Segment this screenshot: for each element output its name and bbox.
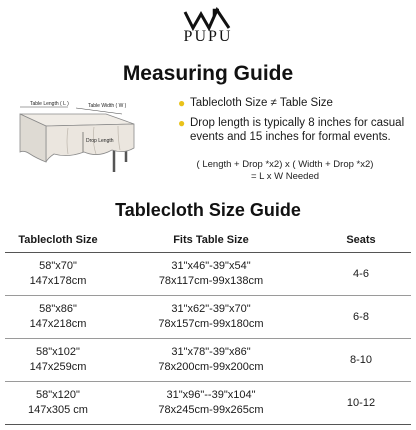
table-row: [5, 253, 411, 296]
brand-name: PUPU: [183, 28, 233, 45]
seats-cell: 10-12: [346, 396, 376, 409]
tablecloth-size-cm: 147x178cm: [29, 275, 87, 287]
header-seats: Seats: [346, 234, 376, 246]
seats-cell: 8-10: [349, 353, 373, 366]
size-table: [5, 228, 411, 425]
table-length-label: Table Length ( L ): [30, 101, 69, 107]
fits-table-size-cell: [111, 253, 311, 296]
table-width-label: Table Width ( W ): [88, 103, 127, 109]
house-roof-logo-icon: [185, 10, 229, 28]
seats-cell: 6-8: [353, 310, 369, 323]
fits-table-size-cell: [111, 296, 311, 339]
fits-size-cm: 78x200cm-99x200cm: [158, 361, 264, 373]
tablecloth-size-cm: 147x305 cm: [28, 404, 88, 416]
table-row: [5, 339, 411, 382]
table-header-row: [5, 228, 411, 253]
tablecloth-size-inches: 58"x70": [39, 260, 77, 272]
bullet-dot-icon: ●: [178, 96, 186, 110]
table-row: [5, 382, 411, 425]
tablecloth-size-inches: 58"x120": [36, 389, 80, 401]
tip-item: [178, 96, 414, 110]
fits-table-size-cell: [111, 339, 311, 382]
tablecloth-size-inches: 58"x86": [39, 303, 77, 315]
formula-line-1: ( Length + Drop *x2) x ( Width + Drop *x2): [196, 159, 374, 170]
header-tablecloth-size: Tablecloth Size: [18, 234, 98, 246]
tip-item: [178, 116, 414, 144]
drop-length-label: Drop Length: [86, 138, 114, 144]
seats-cell: 4-6: [353, 267, 369, 280]
tablecloth-size-cell: [5, 253, 111, 296]
bullet-dot-icon: ●: [178, 116, 186, 130]
size-formula: [160, 159, 410, 183]
fits-size-inches: 31"x96"--39"x104": [166, 389, 256, 401]
tablecloth-size-cell: [5, 382, 111, 425]
tip-text: Tablecloth Size ≠ Table Size: [190, 97, 333, 109]
fits-size-cm: 78x245cm-99x265cm: [158, 404, 264, 416]
measuring-tips: [178, 96, 414, 150]
tip-text: Drop length is typically 8 inches for casual events and 15 inches for formal events.: [190, 117, 405, 143]
tablecloth-size-cell: [5, 296, 111, 339]
size-guide-title: Tablecloth Size Guide: [115, 200, 301, 220]
measuring-guide-title: Measuring Guide: [122, 62, 294, 85]
tablecloth-size-cm: 147x218cm: [29, 318, 87, 330]
table-illustration: [6, 92, 176, 188]
fits-size-inches: 31"x62"-39"x70": [171, 303, 251, 315]
fits-table-size-cell: [111, 382, 311, 425]
fits-size-inches: 31"x78"-39"x86": [171, 346, 251, 358]
table-row: [5, 296, 411, 339]
fits-size-cm: 78x157cm-99x180cm: [158, 318, 264, 330]
header-fits-table-size: Fits Table Size: [173, 234, 249, 246]
tablecloth-size-cm: 147x259cm: [29, 361, 87, 373]
formula-line-2: = L x W Needed: [250, 171, 320, 182]
fits-size-cm: 78x117cm-99x138cm: [158, 275, 264, 287]
tablecloth-size-cell: [5, 339, 111, 382]
fits-size-inches: 31"x46"-39"x54": [171, 260, 251, 272]
tablecloth-size-inches: 58"x102": [36, 346, 80, 358]
